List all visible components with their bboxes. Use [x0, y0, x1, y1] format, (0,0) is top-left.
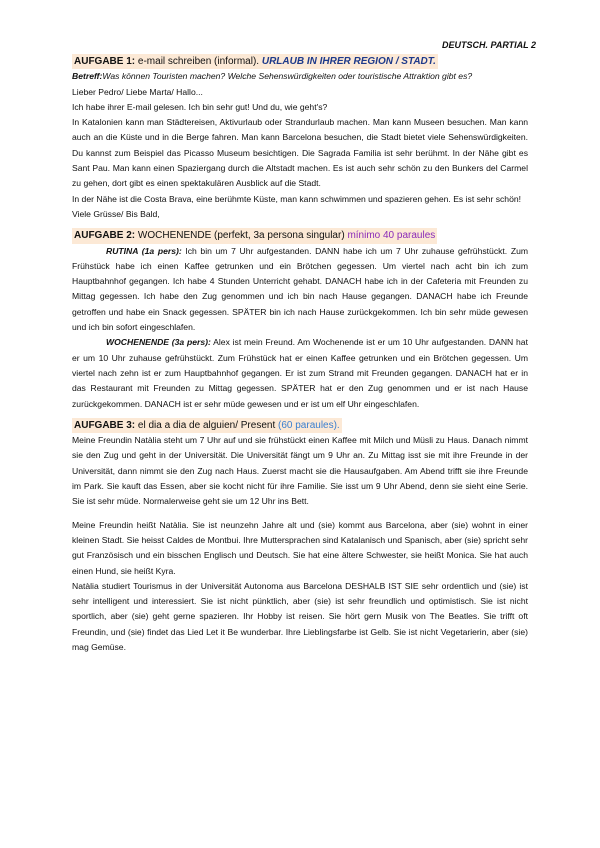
rutina-label: RUTINA (1a pers):	[106, 245, 182, 256]
task1-paragraph: In Katalonien kann man Städtereisen, Aktivurlaub oder Strandurlaub machen. Man kann Museen besuchen. Man kann auch an die Küste und in die Berge fahren. Man kann Barcelona besuchen, die Stadt bietet viele Sehenswürdigkeiten. Du kannst zum Beispiel das Picasso Museum besichtigen. Die Sagrada Familia ist sehr berühmt. In der Nähe gibt es Sant Pau. Man kann einen Spaziergang durch die Altstadt machen. Es ist auch sehr schön zu den Bunkers del Carmel zu gehen, dort gibt es einen spektakulären Ausblick auf die Stadt.	[72, 117, 528, 189]
task2-heading	[72, 228, 437, 243]
task1-heading-text: e-mail schreiben (informal).	[137, 56, 260, 67]
task3-heading-text: el dia a dia de alguien/ Present	[137, 419, 276, 431]
wochenende-label: WOCHENENDE (3a pers):	[106, 337, 211, 348]
paragraph-gap	[72, 510, 528, 518]
task1-closing: Viele Grüsse/ Bis Bald,	[72, 208, 160, 219]
task3-paragraph2: Meine Freundin heißt Natàlia. Sie ist neunzehn Jahre alt und (sie) kommt aus Barcelona, aber (sie) wohnt in einer kleinen Stadt. Sie heisst Caldes de Montbui. Ihre Muttersprachen sind Katalanisch und Spanisch, aber (sie) spricht sehr gut Französisch und ein bisschen Englisch und Deutsch. Sie hat eine ältere Schwester, sie heißt Monica. Sie hat auch einen Hund, sie heißt Kyra.	[72, 519, 528, 576]
wochenende-text: Alex ist mein Freund. Am Wochenende ist er um 10 Uhr aufgestanden. DANN hat er um 10 Uhr zuhause gefrühstückt. Zum Frühstück hat er einen Kaffee getrunken und ein Brötchen gegessen. Um viertel nach zehn ist er zum Hauptbahnhof gegangen. Er ist zum Strand mit Freunden gegangen. DANACH hat er in das Restaurant mit Freunden zu Mittag gegessen. SPÄTER hat er den Zug genommen und er ist nach Hause zurückgekommen. DANACH ist er sehr müde gewesen und er ist um elf Uhr eingeschlafen.	[72, 337, 528, 409]
betreff-text: Was können Touristen machen? Welche Sehenswürdigkeiten oder touristische Attraktion gibt es?	[102, 71, 473, 82]
task1-line2: Ich habe ihrer E-mail gelesen. Ich bin sehr gut! Und du, wie geht's?	[72, 101, 328, 112]
task3-heading-label: AUFGABE 3:	[74, 419, 136, 431]
document-header: DEUTSCH. PARTIAL 2	[441, 40, 536, 50]
task1-betreff	[72, 69, 528, 84]
task1-heading-topic: URLAUB IN IHRER REGION / STADT.	[261, 56, 436, 67]
task3-heading	[72, 418, 342, 433]
task2-wochenende	[72, 335, 528, 411]
betreff-label: Betreff:	[72, 71, 103, 82]
task3-heading-min: (60 paraules).	[278, 419, 340, 431]
task2-rutina	[72, 244, 528, 336]
task1-greeting: Lieber Pedro/ Liebe Marta/ Hallo...	[72, 86, 203, 97]
task1-paragraph2: In der Nähe ist die Costa Brava, eine berühmte Küste, man kann schwimmen und spazieren gehen. Es ist sehr schön!	[72, 193, 522, 204]
task1-heading	[72, 54, 438, 69]
rutina-text: Ich bin um 7 Uhr aufgestanden. DANN habe ich um 7 Uhr zuhause gefrühstückt. Zum Frühstück habe ich einen Kaffee getrunken und ein Brötchen gegessen. Um viertel nach acht bin ich zum Hauptbahnhof gegangen. Ich habe 4 Stunden Unterricht gehabt. DANACH habe ich in der Cafeteria mit Freunden zu Mittag gegessen. Ich habe den Zug genommen und ich bin nach Hause gegangen. DANACH habe ich Freunde getroffen und habe ein Snack gegessen. SPÄTER bin ich nach Hause zurückgekommen. Ich bin sehr müde gewesen und ich bin sofort eingeschlafen.	[72, 245, 529, 333]
task1-heading-label: AUFGABE 1:	[74, 56, 136, 67]
task2-heading-min: mínimo 40 paraules	[347, 230, 436, 242]
document-body	[72, 52, 528, 655]
task3-paragraph1: Meine Freundin Natàlia steht um 7 Uhr auf und sie frühstückt einen Kaffee mit Milch und Müsli zu Haus. Danach nimmt sie den Zug und geht in der Universität. Die Universität fängt um 9 Uhr an. Zu Mittag isst sie mit ihre Freunde in der Universität, dann nimmt sie den Zug nach Haus. Zuerst macht sie die Hausaufgaben. Am Abend trifft sie ihre Freunde im Park. Sie kauft das Essen, aber sie kocht nicht für ihre Familie. Sie isst um 9 Uhr Abend, denn sie sieht eine Serie. Sie ist sehr müde. Normalerweise geht sie um 12 Uhr ins Bett.	[72, 435, 528, 507]
task2-heading-label: AUFGABE 2:	[74, 230, 136, 242]
task3-paragraph3: Natàlia studiert Tourismus in der Universität Autonoma aus Barcelona DESHALB IST SIE sehr ordentlich und (sie) ist sehr intelligent und interessiert. Sie ist nicht pünktlich, aber (sie) ist sehr freundlich und optimistisch. Sie ist nicht sportlich, aber (sie) geht gerne spazieren. Ihr Hobby ist reisen. Sie hört gern Musik von The Beatles. Sie trifft oft Freundin, und (sie) findet das Lied Let it Be wunderbar. Ihre Lieblingsfarbe ist Gelb. Sie ist nicht Vegetarierin, aber (sie) mag Gemüse.	[72, 580, 528, 652]
task2-heading-text: WOCHENENDE (perfekt, 3a persona singular)	[137, 230, 345, 242]
